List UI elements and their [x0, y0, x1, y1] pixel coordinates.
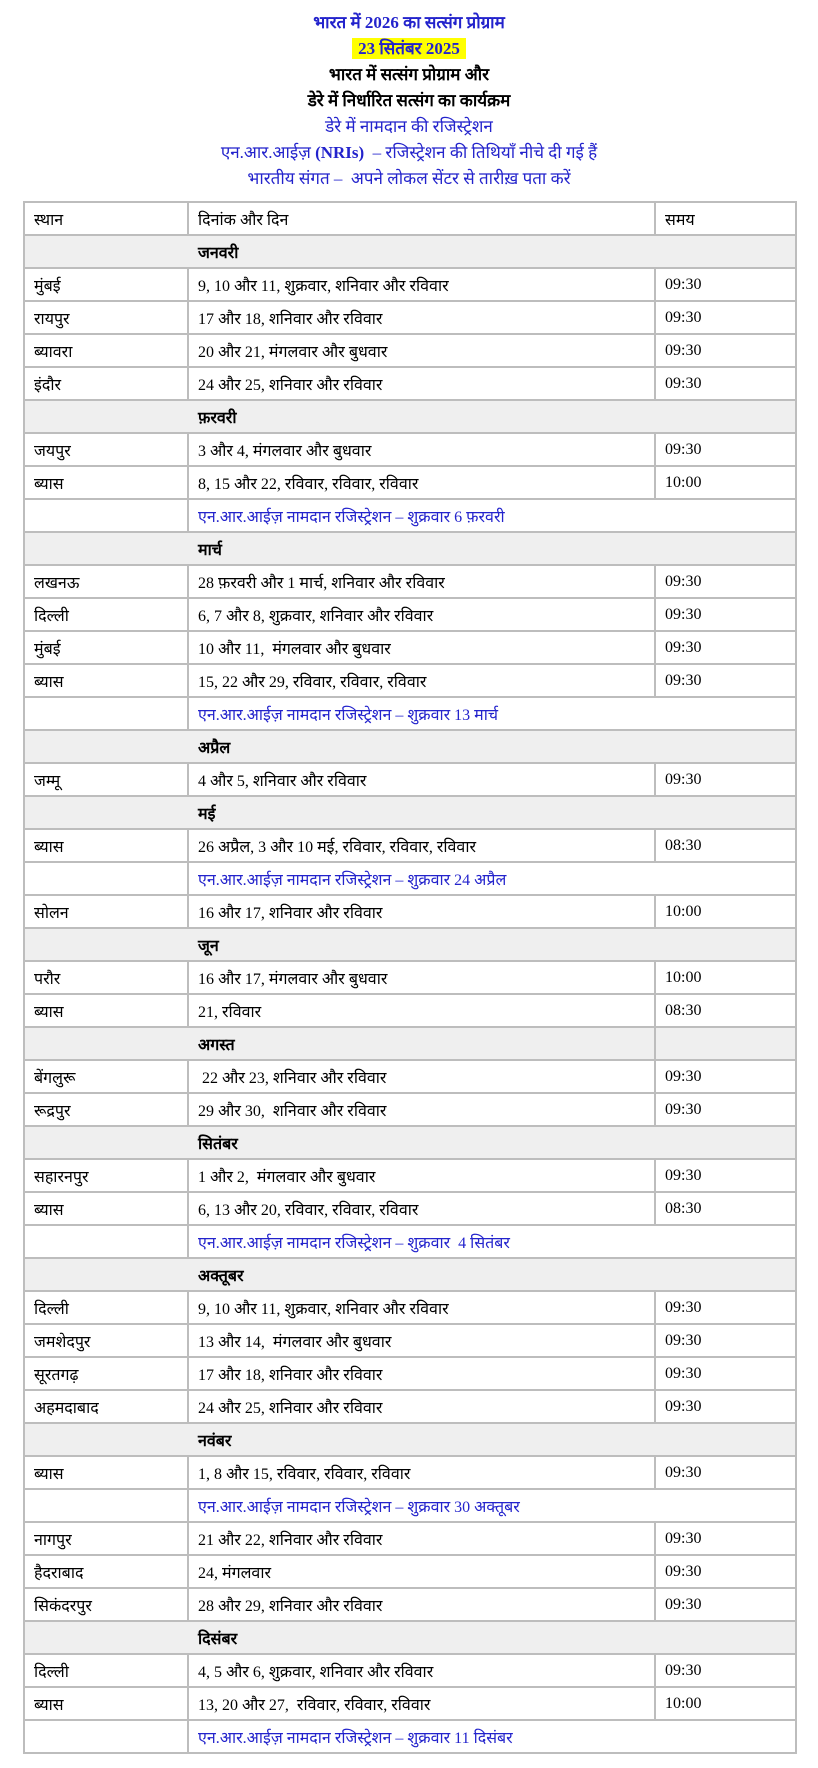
time-cell: 09:30 [655, 334, 796, 367]
event-row [24, 433, 796, 466]
dates-cell: 15, 22 और 29, रविवार, रविवार, रविवार [188, 664, 655, 697]
month-label: अगस्त [24, 1027, 655, 1060]
month-header-row [24, 532, 796, 565]
event-row [24, 631, 796, 664]
month-label: दिसंबर [24, 1621, 796, 1654]
nri-registration-text: एन.आर.आईज़ नामदान रजिस्ट्रेशन – शुक्रवार 4 सितंबर [188, 1225, 796, 1258]
nri-registration-text: एन.आर.आईज़ नामदान रजिस्ट्रेशन – शुक्रवार 6 फ़रवरी [188, 499, 796, 532]
dates-cell: 21 और 22, शनिवार और रविवार [188, 1522, 655, 1555]
dates-cell: 4, 5 और 6, शुक्रवार, शनिवार और रविवार [188, 1654, 655, 1687]
nri-registration-note [0, 140, 818, 166]
place-cell: सहारनपुर [24, 1159, 188, 1192]
event-row [24, 763, 796, 796]
time-cell: 09:30 [655, 367, 796, 400]
month-label: मार्च [24, 532, 796, 565]
month-label: अक्तूबर [24, 1258, 796, 1291]
time-cell: 09:30 [655, 763, 796, 796]
place-cell: मुंबई [24, 631, 188, 664]
time-cell: 09:30 [655, 433, 796, 466]
dates-cell: 28 फ़रवरी और 1 मार्च, शनिवार और रविवार [188, 565, 655, 598]
event-row [24, 829, 796, 862]
nri-registration-row [24, 862, 796, 895]
nri-registration-row [24, 499, 796, 532]
dates-cell: 17 और 18, शनिवार और रविवार [188, 301, 655, 334]
dates-cell: 6, 7 और 8, शुक्रवार, शनिवार और रविवार [188, 598, 655, 631]
dates-cell: 8, 15 और 22, रविवार, रविवार, रविवार [188, 466, 655, 499]
dates-cell: 24, मंगलवार [188, 1555, 655, 1588]
time-cell: 09:30 [655, 1390, 796, 1423]
dates-cell: 16 और 17, शनिवार और रविवार [188, 895, 655, 928]
place-cell: लखनऊ [24, 565, 188, 598]
time-cell: 10:00 [655, 961, 796, 994]
nri-empty-cell [24, 1489, 188, 1522]
month-label: जनवरी [24, 235, 796, 268]
month-header-row [24, 1621, 796, 1654]
place-cell: हैदराबाद [24, 1555, 188, 1588]
program-date-highlight: 23 सितंबर 2025 [352, 38, 466, 59]
dates-cell: 4 और 5, शनिवार और रविवार [188, 763, 655, 796]
event-row [24, 1357, 796, 1390]
place-cell: दिल्ली [24, 1654, 188, 1687]
dates-cell: 20 और 21, मंगलवार और बुधवार [188, 334, 655, 367]
place-cell: ब्यास [24, 1192, 188, 1225]
nri-registration-text: एन.आर.आईज़ नामदान रजिस्ट्रेशन – शुक्रवार 13 मार्च [188, 697, 796, 730]
time-cell: 08:30 [655, 994, 796, 1027]
nri-note-prefix: एन.आर.आईज़ [220, 143, 316, 162]
place-cell: ब्यास [24, 466, 188, 499]
month-label: सितंबर [24, 1126, 796, 1159]
column-header-time: समय [655, 202, 796, 235]
dates-cell: 17 और 18, शनिवार और रविवार [188, 1357, 655, 1390]
place-cell: ब्यास [24, 829, 188, 862]
place-cell: इंदौर [24, 367, 188, 400]
place-cell: सूरतगढ़ [24, 1357, 188, 1390]
event-row [24, 565, 796, 598]
month-header-row [24, 730, 796, 763]
place-cell: ब्यास [24, 1687, 188, 1720]
program-subtitle-2: डेरे में निर्धारित सत्संग का कार्यक्रम [307, 91, 511, 110]
month-header-row [24, 400, 796, 433]
nri-registration-row [24, 697, 796, 730]
event-row [24, 1456, 796, 1489]
time-cell: 10:00 [655, 466, 796, 499]
month-header-row [24, 1258, 796, 1291]
event-row [24, 466, 796, 499]
dates-cell: 26 अप्रैल, 3 और 10 मई, रविवार, रविवार, रविवार [188, 829, 655, 862]
nri-empty-cell [24, 862, 188, 895]
month-label: जून [24, 928, 796, 961]
program-subtitle-1: भारत में सत्संग प्रोग्राम और [328, 65, 490, 84]
month-label: फ़रवरी [24, 400, 796, 433]
event-row [24, 1159, 796, 1192]
time-cell: 10:00 [655, 895, 796, 928]
month-label: मई [24, 796, 796, 829]
event-row [24, 1555, 796, 1588]
place-cell: ब्यास [24, 1456, 188, 1489]
time-cell: 09:30 [655, 1357, 796, 1390]
page-title: भारत में 2026 का सत्संग प्रोग्राम [313, 13, 505, 32]
nri-registration-text: एन.आर.आईज़ नामदान रजिस्ट्रेशन – शुक्रवार 24 अप्रैल [188, 862, 796, 895]
event-row [24, 367, 796, 400]
place-cell: जम्मू [24, 763, 188, 796]
month-label: नवंबर [24, 1423, 796, 1456]
place-cell: दिल्ली [24, 598, 188, 631]
time-cell: 09:30 [655, 1555, 796, 1588]
nri-empty-cell [24, 697, 188, 730]
place-cell: जमशेदपुर [24, 1324, 188, 1357]
time-cell: 09:30 [655, 598, 796, 631]
place-cell: ब्यास [24, 664, 188, 697]
event-row [24, 1324, 796, 1357]
event-row [24, 598, 796, 631]
place-cell: सिकंदरपुर [24, 1588, 188, 1621]
nri-empty-cell [24, 499, 188, 532]
month-empty-time-cell [655, 1027, 796, 1060]
place-cell: सोलन [24, 895, 188, 928]
document-header [0, 0, 818, 192]
dates-cell: 9, 10 और 11, शुक्रवार, शनिवार और रविवार [188, 1291, 655, 1324]
place-cell: ब्यास [24, 994, 188, 1027]
month-header-row [24, 1126, 796, 1159]
event-row [24, 961, 796, 994]
time-cell: 09:30 [655, 1324, 796, 1357]
schedule-table [23, 201, 797, 1754]
month-header-row [24, 235, 796, 268]
event-row [24, 994, 796, 1027]
place-cell: नागपुर [24, 1522, 188, 1555]
time-cell: 09:30 [655, 631, 796, 664]
time-cell: 09:30 [655, 1159, 796, 1192]
month-header-row [24, 1423, 796, 1456]
nri-note-bold: (NRIs) [315, 143, 365, 162]
place-cell: रायपुर [24, 301, 188, 334]
time-cell: 09:30 [655, 301, 796, 334]
time-cell: 09:30 [655, 565, 796, 598]
event-row [24, 1588, 796, 1621]
month-header-row [24, 796, 796, 829]
dates-cell: 13 और 14, मंगलवार और बुधवार [188, 1324, 655, 1357]
time-cell: 09:30 [655, 1522, 796, 1555]
time-cell: 09:30 [655, 664, 796, 697]
dates-cell: 22 और 23, शनिवार और रविवार [188, 1060, 655, 1093]
nri-registration-row [24, 1225, 796, 1258]
time-cell: 09:30 [655, 1093, 796, 1126]
month-label: अप्रैल [24, 730, 796, 763]
place-cell: बेंगलुरू [24, 1060, 188, 1093]
event-row [24, 1522, 796, 1555]
column-header-dates: दिनांक और दिन [188, 202, 655, 235]
time-cell: 09:30 [655, 1654, 796, 1687]
time-cell: 08:30 [655, 1192, 796, 1225]
event-row [24, 895, 796, 928]
event-row [24, 301, 796, 334]
event-row [24, 1291, 796, 1324]
time-cell: 10:00 [655, 1687, 796, 1720]
event-row [24, 1093, 796, 1126]
indian-sangat-note: भारतीय संगत – अपने लोकल सेंटर से तारीख़ पता करें [247, 169, 571, 188]
time-cell: 09:30 [655, 1060, 796, 1093]
dates-cell: 6, 13 और 20, रविवार, रविवार, रविवार [188, 1192, 655, 1225]
place-cell: ब्यावरा [24, 334, 188, 367]
place-cell: दिल्ली [24, 1291, 188, 1324]
event-row [24, 1687, 796, 1720]
event-row [24, 1654, 796, 1687]
month-header-row [24, 928, 796, 961]
dates-cell: 24 और 25, शनिवार और रविवार [188, 367, 655, 400]
dates-cell: 9, 10 और 11, शुक्रवार, शनिवार और रविवार [188, 268, 655, 301]
dates-cell: 28 और 29, शनिवार और रविवार [188, 1588, 655, 1621]
dates-cell: 13, 20 और 27, रविवार, रविवार, रविवार [188, 1687, 655, 1720]
dates-cell: 10 और 11, मंगलवार और बुधवार [188, 631, 655, 664]
dates-cell: 29 और 30, शनिवार और रविवार [188, 1093, 655, 1126]
event-row [24, 1390, 796, 1423]
time-cell: 09:30 [655, 1291, 796, 1324]
time-cell: 09:30 [655, 1456, 796, 1489]
place-cell: रूद्रपुर [24, 1093, 188, 1126]
nri-empty-cell [24, 1225, 188, 1258]
table-header-row [24, 202, 796, 235]
nri-registration-row [24, 1489, 796, 1522]
dates-cell: 21, रविवार [188, 994, 655, 1027]
dera-registration-note: डेरे में नामदान की रजिस्ट्रेशन [325, 117, 493, 136]
nri-registration-text: एन.आर.आईज़ नामदान रजिस्ट्रेशन – शुक्रवार 30 अक्तूबर [188, 1489, 796, 1522]
nri-registration-text: एन.आर.आईज़ नामदान रजिस्ट्रेशन – शुक्रवार 11 दिसंबर [188, 1720, 796, 1753]
nri-empty-cell [24, 1720, 188, 1753]
event-row [24, 268, 796, 301]
nri-registration-row [24, 1720, 796, 1753]
time-cell: 08:30 [655, 829, 796, 862]
event-row [24, 334, 796, 367]
event-row [24, 664, 796, 697]
column-header-place: स्थान [24, 202, 188, 235]
date-highlight-line [0, 36, 818, 62]
time-cell: 09:30 [655, 268, 796, 301]
dates-cell: 24 और 25, शनिवार और रविवार [188, 1390, 655, 1423]
nri-note-suffix: – रजिस्ट्रेशन की तिथियाँ नीचे दी गई हैं [364, 143, 598, 162]
dates-cell: 1 और 2, मंगलवार और बुधवार [188, 1159, 655, 1192]
place-cell: परौर [24, 961, 188, 994]
place-cell: जयपुर [24, 433, 188, 466]
dates-cell: 3 और 4, मंगलवार और बुधवार [188, 433, 655, 466]
event-row [24, 1192, 796, 1225]
month-header-row [24, 1027, 796, 1060]
place-cell: अहमदाबाद [24, 1390, 188, 1423]
place-cell: मुंबई [24, 268, 188, 301]
time-cell: 09:30 [655, 1588, 796, 1621]
event-row [24, 1060, 796, 1093]
dates-cell: 1, 8 और 15, रविवार, रविवार, रविवार [188, 1456, 655, 1489]
dates-cell: 16 और 17, मंगलवार और बुधवार [188, 961, 655, 994]
